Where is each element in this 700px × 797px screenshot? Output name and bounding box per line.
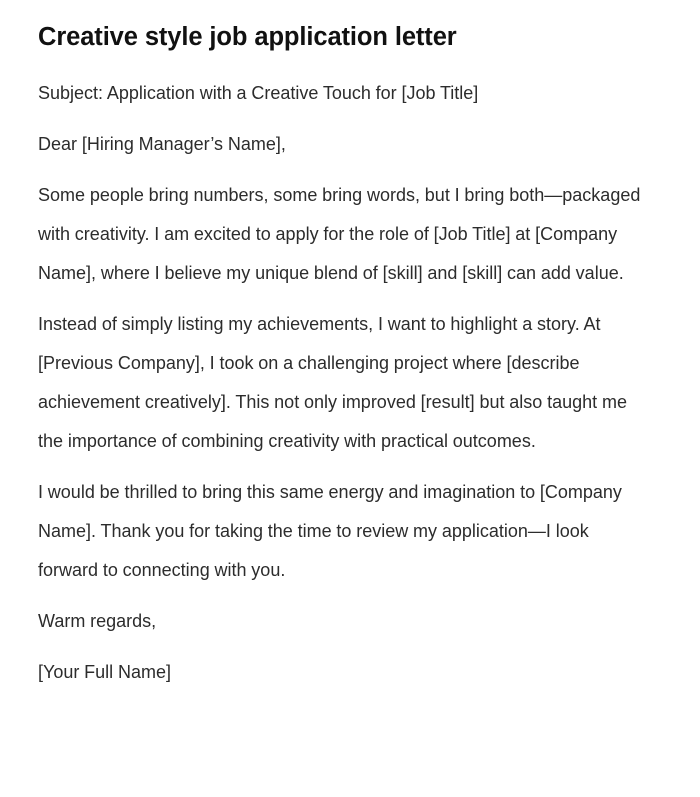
letter-paragraph-intro: Some people bring numbers, some bring words, but I bring both—packaged with creativity. I am excited to apply for the role of [Job Title] at [Company Name], where I believe my unique blend of [skill] and [skill] can add value. (38, 185, 641, 284)
paragraph-spacer (38, 461, 644, 473)
letter-paragraph-subject: Subject: Application with a Creative Touch for [Job Title] (38, 83, 479, 104)
paragraph-spacer (38, 164, 644, 176)
paragraph-spacer (38, 641, 644, 653)
letter-paragraph-signature: [Your Full Name] (38, 662, 171, 683)
page-title: Creative style job application letter (38, 23, 457, 51)
letter-content (38, 22, 644, 692)
paragraph-spacer (38, 293, 644, 305)
letter-paragraph-closing: I would be thrilled to bring this same energy and imagination to [Company Name]. Thank you for taking the time to review my application—I look forward to connecting with you. (38, 482, 622, 581)
title-spacer (38, 53, 644, 74)
paragraph-spacer (38, 590, 644, 602)
letter-paragraph-signoff: Warm regards, (38, 611, 157, 632)
letter-paragraph-salutation: Dear [Hiring Manager’s Name], (38, 134, 286, 155)
letter-paragraph-story: Instead of simply listing my achievements, I want to highlight a story. At [Previous Company], I took on a challenging project where [describe achievement creatively]. This not only improved [result] but also taught me the importance of combining creativity with practical outcomes. (38, 314, 627, 452)
paragraph-spacer (38, 113, 644, 125)
